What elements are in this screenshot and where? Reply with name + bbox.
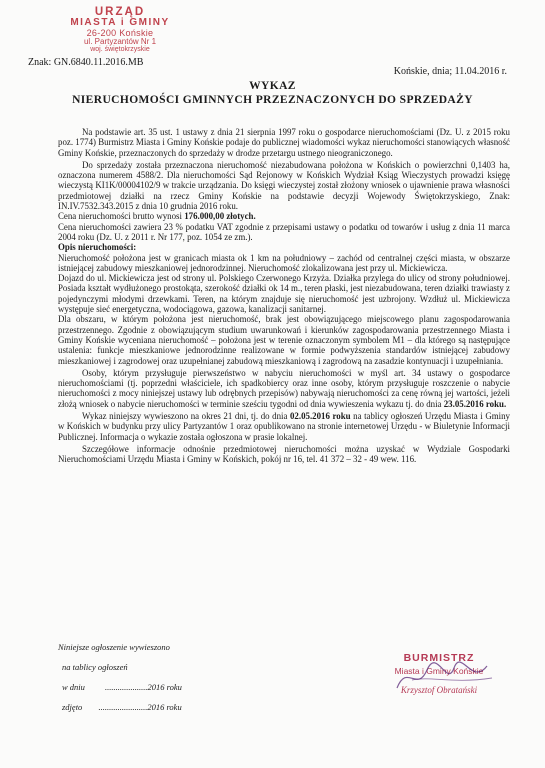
price-value: 176.000,00 złotych. xyxy=(184,211,256,222)
posting-record xyxy=(58,642,182,713)
removed-on-label: zdjęto xyxy=(62,702,83,712)
signer-office: Miasta i Gminy Końskie xyxy=(394,666,484,676)
office-stamp xyxy=(36,6,204,54)
reference-number: Znak: GN.6840.11.2016.MB xyxy=(28,57,144,68)
posting-text-a: Wykaz niniejszy wywieszono na okres 21 dni, tj. do dnia xyxy=(82,411,290,422)
description-heading-text: Opis nieruchomości: xyxy=(58,242,137,253)
paragraph-posting xyxy=(58,411,510,442)
posting-deadline: 02.05.2016 roku xyxy=(289,411,351,422)
description-heading xyxy=(58,242,510,252)
paragraph-access: Dojazd do ul. Mickiewicza jest od strony ul. Polskiego Czerwonego Krzyża. Działka przylega do ulicy od strony południowej. Posiada kształt wydłużonego prostokąta, szerokość działki ok 14 m., teren płaski, jest niezabudowana, teren działki trawiasty z pojedynczymi młodymi drzewkami. Teren, na którym znajduje się nieruchomość jest uzbrojony. Wzdłuż ul. Mickiewicza występuje sieć energetyczna, wodociągowa, gazowa, kanalizacji sanitarnej. xyxy=(58,273,510,315)
paragraph-location: Nieruchomość położona jest w granicach miasta ok 1 km na południowy – zachód od centralnej części miasta, w obszarze istniejącej zabudowy mieszkaniowej jednorodzinnej. Nieruchomość zlokalizowana jest przy ul. Mickiewicza. xyxy=(58,252,510,273)
removed-on-row xyxy=(58,702,182,713)
signer-name: Krzysztof Obratański xyxy=(400,685,478,695)
paragraph-legal-basis: Na podstawie art. 35 ust. 1 ustawy z dnia 21 sierpnia 1997 roku o gospodarce nieruchomościami (Dz. U. z 2015 roku poz. 1774) Burmistrz Miasta i Gminy Końskie podaje do publicznej wiadomości wykaz nieruchomości stanowiących własność Gminy Końskie, przeznaczonych do sprzedaży w drodze przetargu ustnego nieograniczonego. xyxy=(58,127,510,158)
paragraph-property: Do sprzedaży została przeznaczona nieruchomość niezabudowana położona w Końskich o powierzchni 0,1403 ha, oznaczona numerem 4588/2. Dla nieruchomości Sąd Rejonowy w Końskich Wydział Ksiąg Wieczystych prowadzi księgę wieczystą KI1K/00004102/9 w trakcie urządzania. Do księgi wieczystej został złożony wniosek o ujawnienie prawa własności przedmiotowej działki na rzecz Gminy Końskie na podstawie decyzji Wojewody Świętokrzyskiego, Znak: IN.IV.7532.343.2015 z dnia 10 grudnia 2016 roku. xyxy=(58,159,510,212)
stamp-line-postal: 26-200 Końskie xyxy=(86,27,154,38)
posting-text-b: na tablicy ogłoszeń Urzędu Miasta i Gminy w Końskich w budynku przy ulicy Partyzantów 1 oraz opublikowano na stronie internetowej Urzędu - w Biuletynie Informacji Publicznej. Informacja o wykazie została ogłoszona w prasie lokalnej. xyxy=(58,411,510,442)
handwritten-signature xyxy=(392,658,502,698)
priority-deadline: 23.05.2016 roku. xyxy=(443,398,507,409)
paragraph-price xyxy=(58,211,510,221)
paragraph-contact: Szczegółowe informacje odnośnie przedmiotowej nieruchomości można uzyskać w Wydziale Gospodarki Nieruchomościami Urzędu Miasta i Gminy w Końskich, pokój nr 16, tel. 41 372 – 32 - 49 wew. 116. xyxy=(58,443,510,465)
paragraph-zoning: Dla obszaru, w którym położona jest nieruchomość, brak jest obowiązującego miejscowego planu zagospodarowania przestrzennego. Zgodnie z obowiązującym studium uwarunkowań i kierunków zagospodarowania przestrzennego Miasta i Gminy Końskie wyceniana nieruchomość – położona jest w terenie oznaczonym symbolem M1 – dla którego są następujące ustalenia: funkcje mieszkaniowe jednorodzinne realizowane w formie podwyższenia standardów istniejącej zabudowy mieszkaniowej i zagrodowej oraz uzupełnianej zabudową mieszkaniową i zagrodową na zasadzie kontynuacji i uzupełniania. xyxy=(58,314,510,366)
price-label: Cena nieruchomości brutto wynosi xyxy=(58,211,185,222)
posting-line2: na tablicy ogłoszeń xyxy=(62,662,128,672)
document-subtitle: NIERUCHOMOŚCI GMINNYCH PRZEZNACZONYCH DO SPRZEDAŻY xyxy=(72,94,473,106)
stamp-line-street: ul. Partyzantów Nr 1 xyxy=(83,37,157,46)
removed-on-value: .......................2016 roku xyxy=(98,702,182,712)
posted-on-row xyxy=(58,682,182,693)
posting-line1: Niniejsze ogłoszenie wywieszono xyxy=(58,642,170,652)
posted-on-value: ....................2016 roku xyxy=(105,682,182,692)
document-title: WYKAZ xyxy=(249,80,296,92)
posted-on-label: w dniu xyxy=(62,682,85,692)
paragraph-vat: Cena nieruchomości zawiera 23 % podatku VAT zgodnie z przepisami ustawy o podatku od towarów i usług z dnia 11 marca 2004 roku (Dz. U. z 2011 r. Nr 177, poz. 1054 ze zm.). xyxy=(58,221,510,242)
stamp-line-office: URZĄD xyxy=(94,6,146,18)
signer-title: BURMISTRZ xyxy=(403,652,475,664)
stamp-line-voivodeship: woj. świętokrzyskie xyxy=(90,46,150,54)
paragraph-priority xyxy=(58,368,510,409)
document-date: Końskie, dnia; 11.04.2016 r. xyxy=(393,66,507,77)
priority-text: Osoby, którym przysługuje pierwszeństwo w nabyciu nieruchomości w myśl art. 34 ustawy o gospodarce nieruchomościami (tj. poprzedni właściciele, ich spadkobiercy oraz inne osoby, którym przysługuje roszczenie o nabycie nieruchomości z mocy niniejszej ustawy lub odrębnych przepisów) nabywają nieruchomości za cenę równą jej wartości, jeżeli złożą wniosek o nabycie nieruchomości w terminie sześciu tygodni od dnia wywieszenia wykazu tj. do dnia xyxy=(58,367,510,409)
stamp-line-municipality: MIASTA i GMINY xyxy=(70,17,170,29)
document-body xyxy=(58,127,510,465)
